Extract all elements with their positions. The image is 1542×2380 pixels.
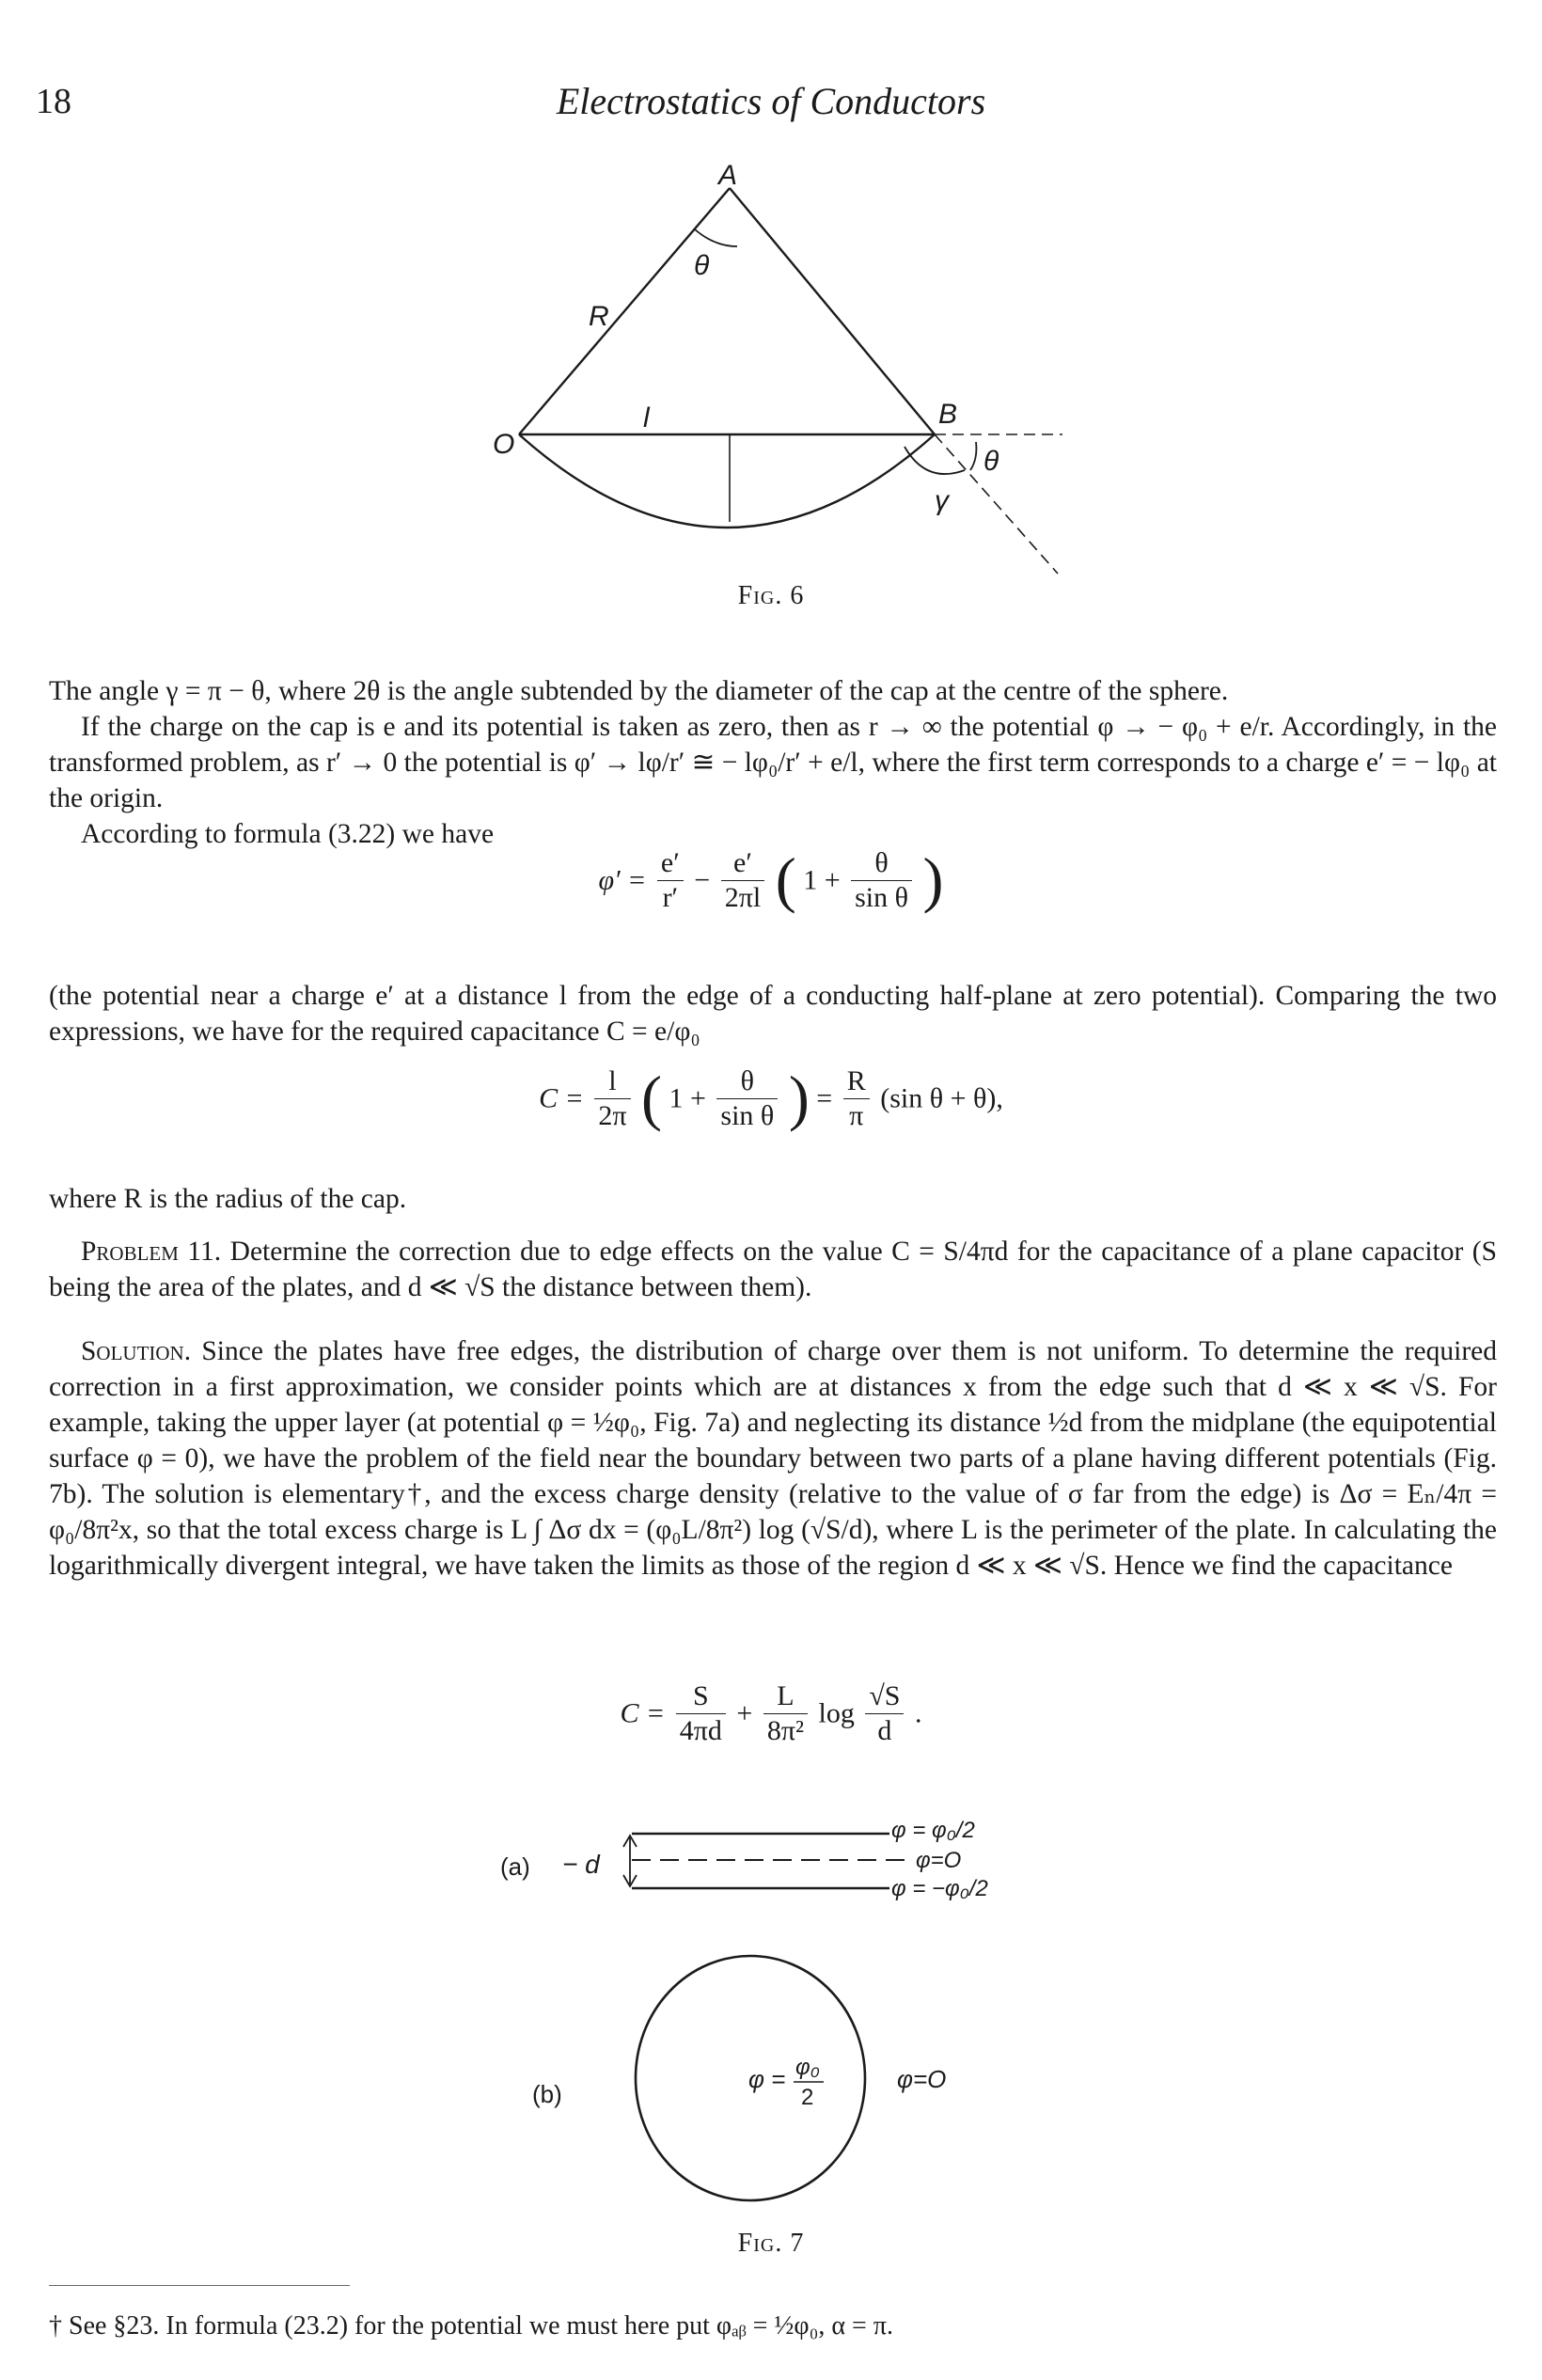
fig7b-inside-num: φ₀ <box>795 2055 820 2080</box>
eq2-fraction-1: $\frac{l}{2\pi}$ <box>594 1064 630 1133</box>
paragraph-1-line-1: The angle γ = π − θ, where 2θ is the angle subtended by the diameter of the cap at the centre of the sphere. <box>49 676 1229 706</box>
eq1-lhs: φ′ = <box>598 864 647 896</box>
fig6-line-AB <box>730 188 935 434</box>
eq3-plus: + <box>736 1697 753 1729</box>
eq2-left-paren: ( <box>641 1064 662 1133</box>
eq1-right-paren: ) <box>922 845 944 915</box>
fig7a-mid-plane-label: φ=O <box>916 1848 962 1873</box>
eq3-end: . <box>914 1697 922 1729</box>
eq1-left-paren: ( <box>775 845 796 915</box>
fig6-label-R: R <box>589 301 609 332</box>
fig7a-top-plate-label: φ = φ₀/2 <box>891 1818 975 1843</box>
fig6-theta2-arc <box>970 442 976 470</box>
problem-text: Determine the correction due to edge effects on the value C = S/4πd for the capacitance of a plane capacitor (S being the area of the plates, and d ≪ √S the distance between them). <box>49 1237 1497 1302</box>
eq2-fraction-3: $\frac{R}{\pi}$ <box>843 1064 870 1133</box>
fig6-label-gamma: γ <box>935 485 949 516</box>
eq1-fraction-1: $\frac{e'}{r'}$ <box>657 846 684 915</box>
fig6-theta-arc <box>695 229 737 246</box>
eq2-lhs: C = <box>539 1082 584 1114</box>
fig6-label-B: B <box>938 399 958 430</box>
fig7b-inside-den: 2 <box>801 2085 814 2110</box>
fig7a-bottom-plate-label: φ = −φ₀/2 <box>891 1876 988 1901</box>
fig6-line-AO <box>519 188 730 434</box>
fig6-label-theta2: θ <box>983 446 999 477</box>
paragraph-1-line-3: According to formula (3.22) we have <box>81 819 495 849</box>
solution <box>49 1333 1497 1584</box>
fig6-cap-arc <box>519 434 935 528</box>
equation-3 <box>0 1679 1542 1748</box>
equation-2 <box>0 1064 1542 1133</box>
fig6-label-l: l <box>643 402 650 433</box>
eq1-minus: − <box>694 864 711 896</box>
paragraph-1 <box>49 673 1497 852</box>
eq1-one-plus: 1 + <box>803 864 841 896</box>
page-number: 18 <box>36 82 71 121</box>
eq2-one-plus: 1 + <box>669 1082 706 1114</box>
eq1-fraction-3: $\frac{\theta}{\text{sin θ}}$ <box>851 846 912 915</box>
solution-text: Since the plates have free edges, the distribution of charge over them is not uniform. To determine the required correction in a first approximation, we consider points which are at distances x from the edge such that d ≪ x ≪ √S. For example, taking the upper layer (at potential φ = ½φ₀, Fig. 7a) and neglecting its distance ½d from the midplane (the equipotential surface φ = 0), we have the problem of the field near the boundary between two parts of a plane having different potentials (Fig. 7b). The solution is elementary†, and the excess charge density (relative to the value of σ far from the edge) is Δσ = Eₙ/4π = φ₀/8π²x, so that the total excess charge is L ∫ Δσ dx = (φ₀L/8π²) log (√S/d), where L is the perimeter of the plate. In calculating the logarithmically divergent integral, we have taken the limits as those of the region d ≪ x ≪ √S. Hence we find the capacitance <box>49 1336 1498 1581</box>
fig7-caption: Fig. 7 <box>737 2229 805 2258</box>
fig6-gamma-arc <box>905 447 965 474</box>
paragraph-1-line-2: If the charge on the cap is e and its potential is taken as zero, then as r → ∞ the potential φ → − φ₀ + e/r. Accordingly, in the transformed problem, as r′ → 0 the potential is φ′ → lφ/r′ ≅ − lφ₀/r′ + e/l, where the first term corresponds to a charge e′ = − lφ₀ at the origin. <box>49 712 1497 813</box>
equation-1 <box>0 846 1542 915</box>
running-title: Electrostatics of Conductors <box>556 80 986 122</box>
fig6-label-A: A <box>718 160 738 191</box>
eq3-fraction-3: $\frac{√S}{d}$ <box>865 1679 904 1748</box>
eq3-lhs: C = <box>620 1697 666 1729</box>
problem-11 <box>49 1234 1497 1305</box>
fig6-label-theta: θ <box>694 250 710 281</box>
problem-label: Problem 11. <box>81 1237 222 1267</box>
solution-label: Solution. <box>81 1336 192 1366</box>
fig6-caption: Fig. 6 <box>737 581 805 610</box>
footnote: † See §23. In formula (23.2) for the potential we must here put φₐᵦ = ½φ₀, α = π. <box>49 2311 893 2341</box>
eq2-right-paren: ) <box>788 1064 810 1133</box>
paragraph-3: where R is the radius of the cap. <box>49 1184 407 1214</box>
eq3-log: log <box>818 1697 855 1729</box>
fig7a-d-label: − d <box>562 1850 600 1879</box>
fig7b-inside-lhs: φ = <box>748 2065 786 2093</box>
fig7b-outside-label: φ=O <box>897 2065 947 2093</box>
eq3-fraction-2: $\frac{L}{\text{8π²}}$ <box>763 1679 808 1748</box>
eq3-fraction-1: $\frac{S}{4\pi d}$ <box>676 1679 726 1748</box>
footnote-rule <box>49 2285 350 2286</box>
eq2-equals: = <box>816 1082 833 1114</box>
eq1-fraction-2: $\frac{e'}{2\pi l}$ <box>721 846 764 915</box>
fig7-panel-b: (b) <box>532 2080 562 2108</box>
figure-6 <box>0 0 1542 602</box>
eq2-fraction-2: $\frac{\theta}{\text{sin θ}}$ <box>716 1064 778 1133</box>
paragraph-2: (the potential near a charge e′ at a distance l from the edge of a conducting half-plane at zero potential). Comparing the two expressions, we have for the required capacitance C = e/φ₀ <box>49 981 1497 1047</box>
fig7-panel-a: (a) <box>500 1852 530 1881</box>
eq2-tail: (sin θ + θ), <box>880 1082 1003 1114</box>
fig6-label-O: O <box>493 429 515 460</box>
figure-7 <box>0 1768 1542 2238</box>
